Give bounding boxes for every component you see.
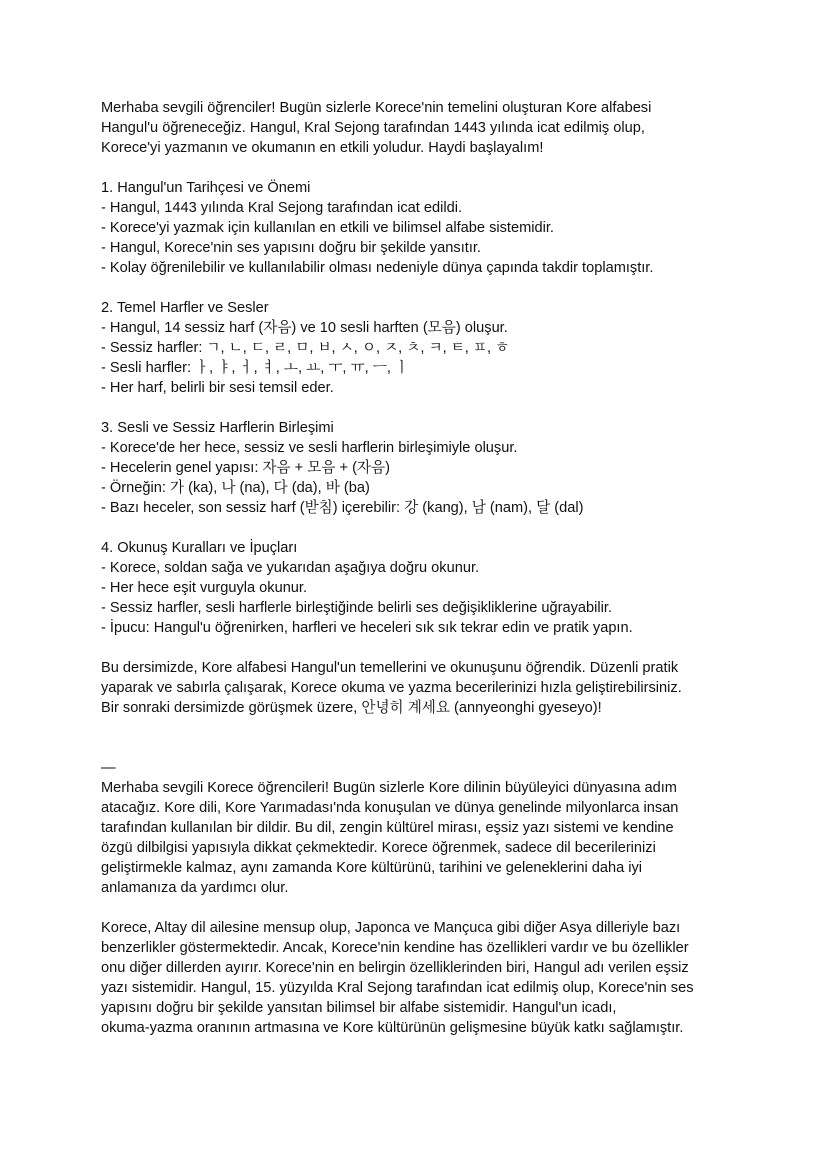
text-line: - Sessiz harfler, sesli harflerle birleştiğinde belirli ses değişikliklerine uğrayabilir. — [101, 600, 612, 616]
text-line: - İpucu: Hangul'u öğrenirken, harfleri ve heceleri sık sık tekrar edin ve pratik yapın. — [101, 620, 633, 636]
text-line: geliştirmekle kalmaz, aynı zamanda Kore kültürünü, tarihini ve geleneklerini daha iyi — [101, 860, 643, 876]
language-family-paragraph — [101, 918, 741, 1038]
text-line: - Korece'yi yazmak için kullanılan en etkili ve bilimsel alfabe sistemidir. — [101, 220, 554, 236]
text-line: benzerlikler göstermektedir. Ancak, Korece'nin kendine has özellikleri vardır ve bu özellikler — [101, 940, 689, 956]
text-line: - Örneğin: 가 (ka), 나 (na), 다 (da), 바 (ba) — [101, 480, 370, 496]
text-line: Bir sonraki dersimizde görüşmek üzere, 안녕히 계세요 (annyeonghi gyeseyo)! — [101, 700, 602, 716]
text-line: - Hecelerin genel yapısı: 자음 + 모음 + (자음) — [101, 460, 390, 476]
text-line: - Korece, soldan sağa ve yukarıdan aşağıya doğru okunur. — [101, 560, 480, 576]
text-line: özgü dilbilgisi yapısıyla dikkat çekmektedir. Korece öğrenmek, sadece dil becerilerinizi — [101, 840, 656, 856]
text-line: - Kolay öğrenilebilir ve kullanılabilir olması nedeniyle dünya çapında takdir toplamıştır. — [101, 260, 654, 276]
text-line: Merhaba sevgili Korece öğrencileri! Bugün sizlerle Kore dilinin büyüleyici dünyasına adım — [101, 780, 677, 796]
text-line: yazı sistemidir. Hangul, 15. yüzyılda Kral Sejong tarafından icat edilmiş olup, Korece'nin ses — [101, 980, 694, 996]
section-heading: 4. Okunuş Kuralları ve İpuçları — [101, 540, 298, 556]
text-line: - Her harf, belirli bir sesi temsil eder. — [101, 380, 334, 396]
text-line: - Hangul, 14 sessiz harf (자음) ve 10 sesli harften (모음) oluşur. — [101, 320, 508, 336]
text-line: Korece'yi yazmanın ve okumanın en etkili yoludur. Haydi başlayalım! — [101, 140, 544, 156]
paragraph-spacer — [101, 518, 741, 538]
section-basic-letters — [101, 298, 741, 398]
text-line: Hangul'u öğreneceğiz. Hangul, Kral Sejong tarafından 1443 yılında icat edilmiş olup, — [101, 120, 645, 136]
text-line: - Hangul, Korece'nin ses yapısını doğru bir şekilde yansıtır. — [101, 240, 481, 256]
text-line: Korece, Altay dil ailesine mensup olup, Japonca ve Mançuca gibi diğer Asya dilleriyle bazı — [101, 920, 681, 936]
text-line: Merhaba sevgili öğrenciler! Bugün sizlerle Korece'nin temelini oluşturan Kore alfabesi — [101, 100, 652, 116]
text-line: atacağız. Kore dili, Kore Yarımadası'nda konuşulan ve dünya genelinde milyonlarca insan — [101, 800, 679, 816]
text-line: - Sessiz harfler: ㄱ, ㄴ, ㄷ, ㄹ, ㅁ, ㅂ, ㅅ, ㅇ, ㅈ, ㅊ, ㅋ, ㅌ, ㅍ, ㅎ — [101, 340, 510, 356]
separator-dash: — — [101, 760, 116, 776]
text-line: anlamanıza da yardımcı olur. — [101, 880, 289, 896]
text-line: - Korece'de her hece, sessiz ve sesli harflerin birleşimiyle oluşur. — [101, 440, 518, 456]
text-line: tarafından kullanılan bir dildir. Bu dil, zengin kültürel mirası, eşsiz yazı sistemi ve kendine — [101, 820, 674, 836]
text-line: - Bazı heceler, son sessiz harf (받침) içerebilir: 강 (kang), 남 (nam), 달 (dal) — [101, 500, 584, 516]
section-heading: 2. Temel Harfler ve Sesler — [101, 300, 269, 316]
section-syllables — [101, 418, 741, 518]
paragraph-spacer — [101, 718, 741, 738]
second-intro-paragraph — [101, 758, 741, 898]
text-line: - Her hece eşit vurguyla okunur. — [101, 580, 308, 596]
text-line: yaparak ve sabırla çalışarak, Korece okuma ve yazma becerilerinizi hızla geliştirebilirsiniz. — [101, 680, 682, 696]
paragraph-spacer — [101, 278, 741, 298]
text-line: okuma-yazma oranının artmasına ve Kore kültürünün gelişmesine büyük katkı sağlamıştır. — [101, 1020, 684, 1036]
section-heading: 3. Sesli ve Sessiz Harflerin Birleşimi — [101, 420, 334, 436]
section-reading-rules — [101, 538, 741, 638]
paragraph-spacer — [101, 158, 741, 178]
text-line: Bu dersimizde, Kore alfabesi Hangul'un temellerini ve okunuşunu öğrendik. Düzenli pratik — [101, 660, 679, 676]
text-line: - Hangul, 1443 yılında Kral Sejong tarafından icat edildi. — [101, 200, 463, 216]
section-history — [101, 178, 741, 278]
paragraph-spacer — [101, 898, 741, 918]
intro-paragraph — [101, 98, 741, 158]
text-line: onu diğer dillerden ayırır. Korece'nin en belirgin özelliklerinden biri, Hangul adı verilen eşsiz — [101, 960, 689, 976]
section-heading: 1. Hangul'un Tarihçesi ve Önemi — [101, 180, 311, 196]
closing-paragraph — [101, 658, 741, 718]
paragraph-spacer — [101, 638, 741, 658]
paragraph-spacer — [101, 738, 741, 758]
text-line: - Sesli harfler: ㅏ, ㅑ, ㅓ, ㅕ, ㅗ, ㅛ, ㅜ, ㅠ, ㅡ, ㅣ — [101, 360, 410, 376]
document-body — [101, 98, 741, 1038]
paragraph-spacer — [101, 398, 741, 418]
text-line: yapısını doğru bir şekilde yansıtan bilimsel bir alfabe sistemidir. Hangul'un icadı, — [101, 1000, 617, 1016]
